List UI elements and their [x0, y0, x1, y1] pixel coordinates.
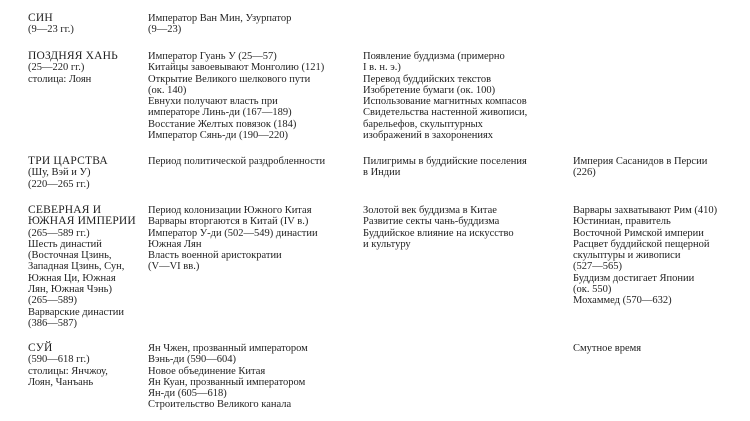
world-cell: [573, 343, 750, 354]
event-line: Император Ван Мин, Узурпатор: [148, 13, 292, 24]
events-cell: [148, 205, 360, 273]
period-cell: [28, 205, 142, 329]
event-line: Император У-ди (502—549) династии: [148, 227, 318, 239]
period-line: столица: Лоян: [28, 73, 92, 85]
event-line: (ок. 140): [148, 84, 187, 96]
period-line: Западная Цзинь, Сун,: [28, 261, 125, 273]
period-line: (Шу, Вэй и У): [28, 167, 91, 179]
world-line: Буддизм достигает Японии: [573, 272, 695, 284]
event-line: Открытие Великого шелкового пути: [148, 73, 311, 85]
dynasty-name: СЕВЕРНАЯ И: [28, 204, 102, 216]
world-line: Расцвет буддийской пещерной: [573, 238, 710, 250]
culture-line: Буддийское влияние на искусство: [363, 227, 514, 239]
world-line: Мохаммед (570—632): [573, 295, 672, 307]
culture-line: I в. н. э.): [363, 62, 401, 74]
culture-line: барельефов, скульптурных: [363, 118, 483, 130]
event-line: Варвары вторгаются в Китай (IV в.): [148, 216, 309, 228]
period-line: (386—587): [28, 317, 77, 329]
culture-line: изображений в захоронениях: [363, 130, 494, 142]
period-line: (590—618 гг.): [28, 354, 90, 366]
culture-cell: [363, 205, 569, 250]
culture-line: Изобретение бумаги (ок. 100): [363, 84, 496, 96]
event-line: Евнухи получают власть при: [148, 96, 278, 108]
event-line: Власть военной аристократии: [148, 250, 282, 262]
dynasty-name: ПОЗДНЯЯ ХАНЬ: [28, 50, 118, 62]
world-line: Юстиниан, правитель: [573, 216, 671, 228]
event-line: Период колонизации Южного Китая: [148, 205, 312, 216]
period-line: Лян, Южная Чэнь): [28, 284, 112, 296]
culture-line: Свидетельства настенной живописи,: [363, 107, 528, 119]
world-line: Смутное время: [573, 343, 642, 354]
period-line: (Восточная Цзинь,: [28, 250, 112, 262]
world-line: Варвары захватывают Рим (410): [573, 205, 718, 216]
culture-line: Появление буддизма (примерно: [363, 51, 505, 62]
world-line: (226): [573, 167, 596, 179]
period-line: Шесть династий: [28, 238, 102, 250]
culture-line: в Индии: [363, 167, 401, 179]
world-cell: [573, 205, 750, 307]
events-cell: [148, 156, 360, 167]
period-cell: [28, 13, 142, 36]
world-line: Восточной Римской империи: [573, 227, 704, 239]
period-line: (9—23 гг.): [28, 24, 74, 36]
event-line: Новое объединение Китая: [148, 365, 266, 377]
world-line: (527—565): [573, 261, 622, 273]
world-line: скульптуры и живописи: [573, 250, 681, 262]
event-line: Ян-ди (605—618): [148, 388, 227, 400]
event-line: Южная Лян: [148, 238, 202, 250]
world-line: (ок. 550): [573, 284, 612, 296]
event-line: Период политической раздробленности: [148, 156, 326, 167]
period-line: Лоян, Чанъань: [28, 376, 94, 388]
period-line: (265—589): [28, 295, 77, 307]
period-line: (220—265 гг.): [28, 178, 90, 190]
dynasty-name: ТРИ ЦАРСТВА: [28, 155, 108, 167]
event-line: Китайцы завоевывают Монголию (121): [148, 62, 325, 74]
event-line: Ян Чжен, прозванный императором: [148, 343, 308, 354]
dynasty-name: СУЙ: [28, 342, 53, 354]
event-line: Император Сянь-ди (190—220): [148, 130, 289, 142]
world-line: Империя Сасанидов в Персии: [573, 156, 708, 167]
period-line: Южная Ци, Южная: [28, 272, 116, 284]
event-line: Вэнь-ди (590—604): [148, 354, 236, 366]
event-line: Восстание Желтых повязок (184): [148, 118, 297, 130]
culture-cell: [363, 51, 569, 141]
events-cell: [148, 13, 360, 36]
culture-line: и культуру: [363, 238, 411, 250]
dynasty-name: ЮЖНАЯ ИМПЕРИИ: [28, 215, 136, 228]
event-line: Ян Куан, прозванный императором: [148, 376, 306, 388]
culture-line: Пилигримы в буддийские поселения: [363, 156, 527, 167]
event-line: Император Гуань У (25—57): [148, 51, 277, 62]
period-cell: [28, 343, 142, 388]
culture-line: Перевод буддийских текстов: [363, 73, 492, 85]
world-cell: [573, 156, 750, 179]
period-line: Варварские династии: [28, 306, 125, 318]
event-line: (V—VI вв.): [148, 261, 200, 273]
period-line: (265—589 гг.): [28, 227, 90, 239]
event-line: Строительство Великого канала: [148, 399, 292, 411]
event-line: императоре Линь-ди (167—189): [148, 107, 292, 119]
period-cell: [28, 156, 142, 190]
culture-cell: [363, 156, 569, 179]
culture-line: Развитие секты чань-буддизма: [363, 216, 500, 228]
period-line: (25—220 гг.): [28, 62, 85, 74]
culture-line: Золотой век буддизма в Китае: [363, 205, 497, 216]
events-cell: [148, 51, 360, 141]
period-line: столицы: Янчжоу,: [28, 365, 108, 377]
event-line: (9—23): [148, 24, 182, 36]
culture-line: Использование магнитных компасов: [363, 96, 527, 108]
dynasty-name: СИН: [28, 12, 53, 24]
events-cell: [148, 343, 360, 411]
period-cell: [28, 51, 142, 85]
